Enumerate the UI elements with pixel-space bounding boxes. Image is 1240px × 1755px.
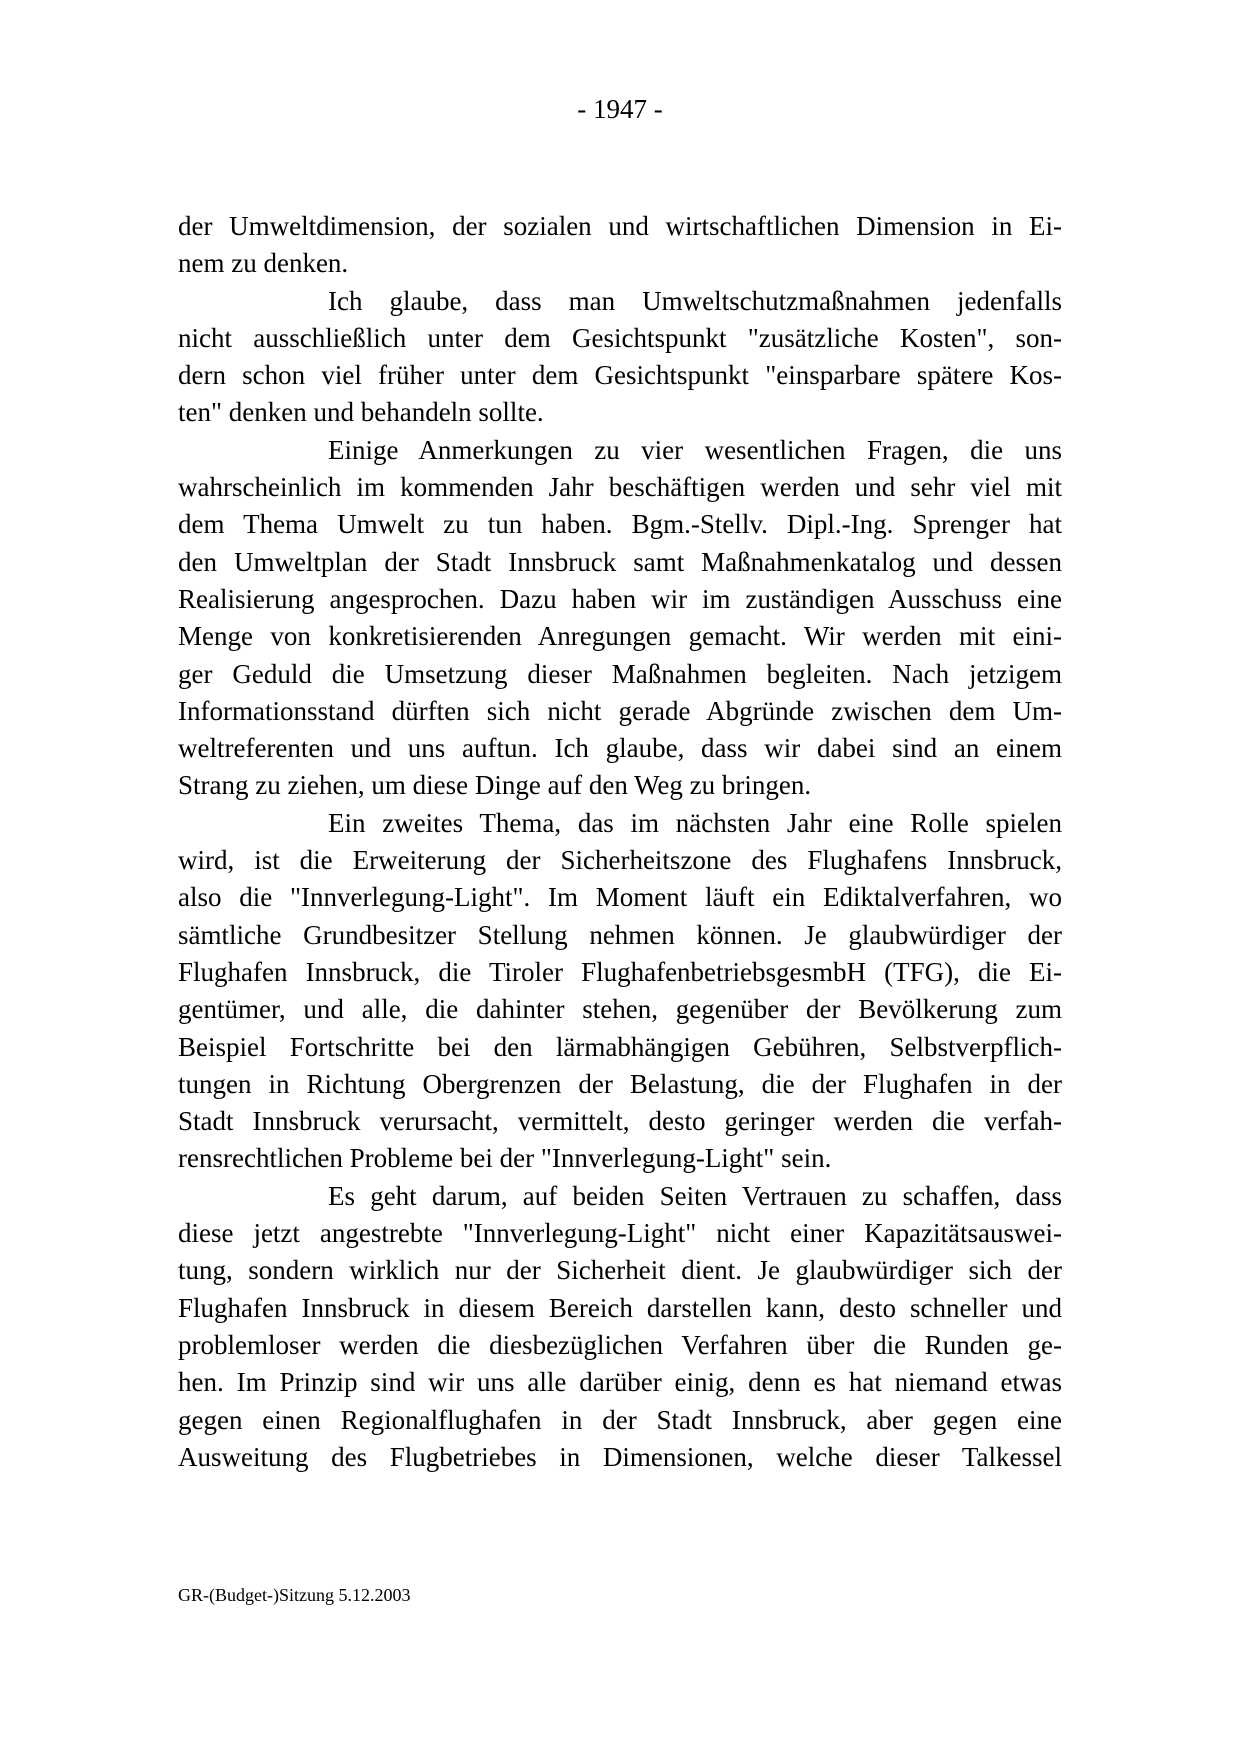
paragraph: [178, 208, 1062, 283]
text-line: der Umweltdimension, der sozialen und wirtschaftlichen Dimension in Ei-: [178, 211, 1062, 241]
text-line: tung, sondern wirklich nur der Sicherheit dient. Je glaubwürdiger sich der: [178, 1255, 1062, 1286]
text-line: nem zu denken.: [178, 248, 349, 279]
text-line: Es geht darum, auf beiden Seiten Vertrauen zu schaffen, dass: [328, 1180, 1062, 1211]
page-number: - 1947 -: [577, 94, 663, 124]
text-line: wird, ist die Erweiterung der Sicherheitszone des Flughafens Innsbruck,: [178, 845, 1062, 876]
text-line: Beispiel Fortschritte bei den lärmabhängigen Gebühren, Selbstverpflich-: [178, 1031, 1062, 1062]
text-line: nicht ausschließlich unter dem Gesichtspunkt "zusätzliche Kosten", son-: [178, 322, 1062, 353]
text-line: Ein zweites Thema, das im nächsten Jahr eine Rolle spielen: [328, 807, 1062, 838]
text-line: gentümer, und alle, die dahinter stehen, gegenüber der Bevölkerung zum: [178, 994, 1062, 1025]
text-line: Ich glaube, dass man Umweltschutzmaßnahmen jedenfalls: [328, 285, 1062, 316]
text-line: Einige Anmerkungen zu vier wesentlichen Fragen, die uns: [328, 434, 1062, 465]
text-line: weltreferenten und uns auftun. Ich glaube, dass wir dabei sind an einem: [178, 733, 1062, 764]
text-line: dem Thema Umwelt zu tun haben. Bgm.-Stellv. Dipl.-Ing. Sprenger hat: [178, 509, 1062, 540]
text-line: tungen in Richtung Obergrenzen der Belastung, die der Flughafen in der: [178, 1068, 1062, 1099]
paragraph: [178, 283, 1062, 432]
text-line: hen. Im Prinzip sind wir uns alle darüber einig, denn es hat niemand etwas: [178, 1367, 1062, 1398]
paragraph: [178, 1178, 1062, 1476]
text-line: Menge von konkretisierenden Anregungen gemacht. Wir werden mit eini-: [178, 621, 1062, 652]
text-line: ger Geduld die Umsetzung dieser Maßnahmen begleiten. Nach jetzigem: [178, 658, 1062, 689]
text-line: gegen einen Regionalflughafen in der Stadt Innsbruck, aber gegen eine: [178, 1404, 1062, 1435]
text-line: rensrechtlichen Probleme bei der "Innverlegung-Light" sein.: [178, 1143, 832, 1174]
text-line: wahrscheinlich im kommenden Jahr beschäftigen werden und sehr viel mit: [178, 472, 1062, 503]
text-line: also die "Innverlegung-Light". Im Moment läuft ein Ediktalverfahren, wo: [178, 882, 1062, 913]
text-line: Flughafen Innsbruck in diesem Bereich darstellen kann, desto schneller und: [178, 1292, 1062, 1323]
text-line: Informationsstand dürften sich nicht gerade Abgründe zwischen dem Um-: [178, 695, 1062, 726]
text-line: sämtliche Grundbesitzer Stellung nehmen können. Je glaubwürdiger der: [178, 919, 1062, 950]
footer-session-info: GR-(Budget-)Sitzung 5.12.2003: [178, 1585, 411, 1605]
text-line: den Umweltplan der Stadt Innsbruck samt Maßnahmenkatalog und dessen: [178, 546, 1062, 577]
text-line: Flughafen Innsbruck, die Tiroler FlughafenbetriebsgesmbH (TFG), die Ei-: [178, 956, 1062, 987]
text-line: problemloser werden die diesbezüglichen Verfahren über die Runden ge-: [178, 1329, 1062, 1360]
text-line: ten" denken und behandeln sollte.: [178, 397, 544, 428]
paragraph: [178, 432, 1062, 805]
body-text: [178, 208, 1062, 1476]
text-line: Strang zu ziehen, um diese Dinge auf den Weg zu bringen.: [178, 770, 812, 801]
text-line: dern schon viel früher unter dem Gesichtspunkt "einsparbare spätere Kos-: [178, 360, 1062, 391]
text-line: Ausweitung des Flugbetriebes in Dimensionen, welche dieser Talkessel: [178, 1441, 1062, 1472]
text-line: Realisierung angesprochen. Dazu haben wir im zuständigen Ausschuss eine: [178, 583, 1062, 614]
paragraph: [178, 805, 1062, 1178]
text-line: diese jetzt angestrebte "Innverlegung-Light" nicht einer Kapazitätsauswei-: [178, 1218, 1062, 1249]
text-line: Stadt Innsbruck verursacht, vermittelt, desto geringer werden die verfah-: [178, 1106, 1062, 1137]
